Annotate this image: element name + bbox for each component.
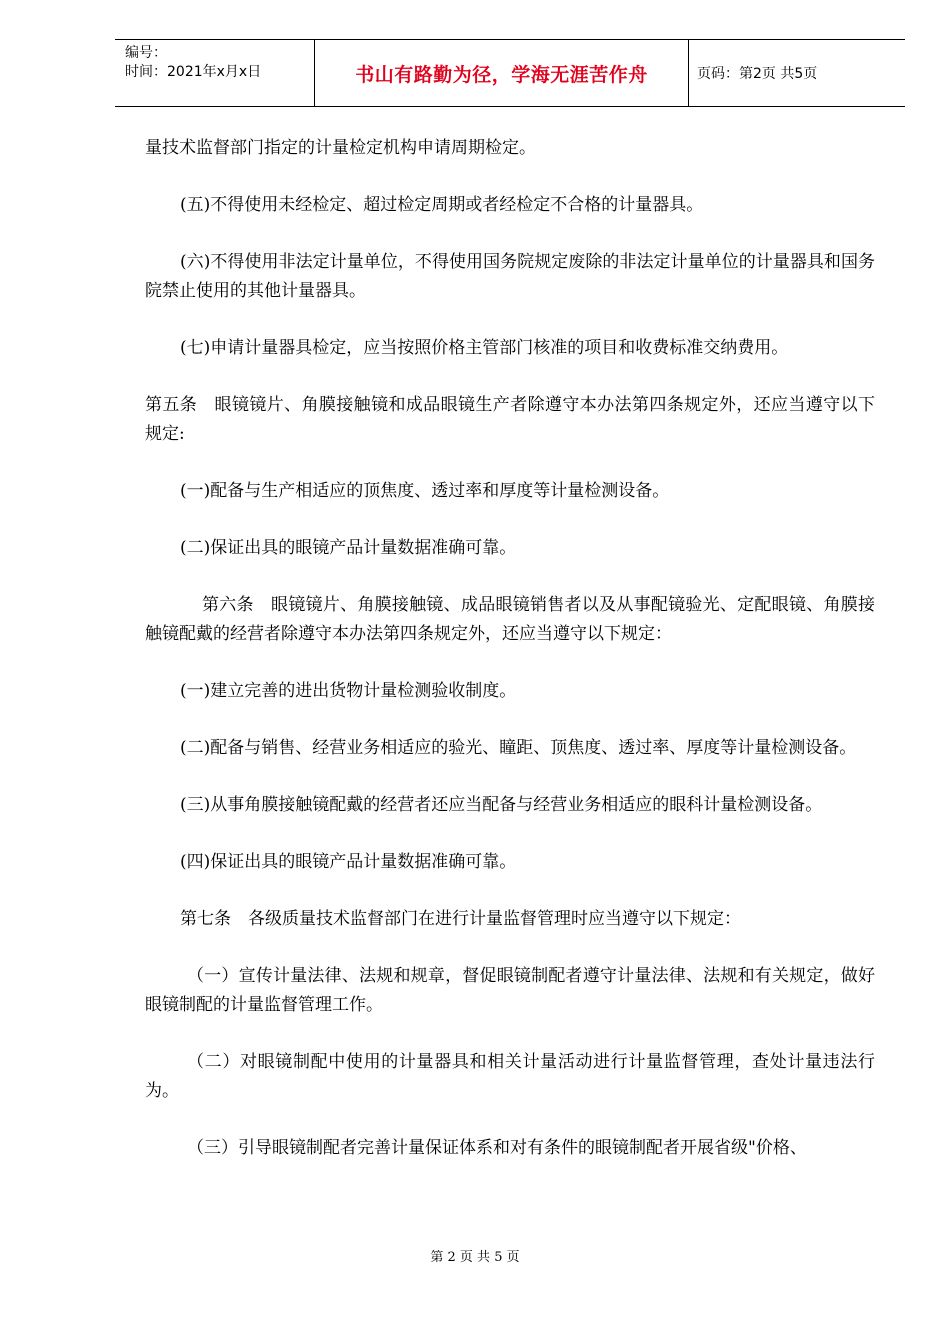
paragraph: (二)保证出具的眼镜产品计量数据准确可靠。	[180, 538, 517, 558]
code-label: 编号：	[125, 45, 167, 61]
paragraph: 量技术监督部门指定的计量检定机构申请周期检定。	[145, 138, 536, 158]
article-heading-5: 第五条 眼镜镜片、角膜接触镜和成品眼镜生产者除遵守本办法第四条规定外，还应当遵守以下规定:	[145, 395, 875, 444]
paragraph: （三）引导眼镜制配者完善计量保证体系和对有条件的眼镜制配者开展省级"价格、	[187, 1138, 807, 1158]
page-footer: 第 2 页 共 5 页	[430, 1250, 520, 1265]
time-label: 时间：2021年x月x日	[125, 64, 262, 80]
page-header	[115, 39, 905, 107]
paragraph: (一)建立完善的进出货物计量检测验收制度。	[180, 681, 517, 701]
paragraph: (五)不得使用未经检定、超过检定周期或者经检定不合格的计量器具。	[180, 195, 704, 215]
header-meta	[115, 40, 315, 106]
paragraph: (一)配备与生产相适应的顶焦度、透过率和厚度等计量检测设备。	[180, 481, 670, 501]
paragraph: （一）宣传计量法律、法规和规章，督促眼镜制配者遵守计量法律、法规和有关规定，做好眼镜制配的计量监督管理工作。	[145, 966, 875, 1015]
header-page-label: 页码：第2页 共5页	[697, 66, 818, 82]
article-heading-7: 第七条 各级质量技术监督部门在进行计量监督管理时应当遵守以下规定：	[180, 909, 741, 929]
document-body	[145, 134, 875, 1191]
article-heading-6: 第六条 眼镜镜片、角膜接触镜、成品眼镜销售者以及从事配镜验光、定配眼镜、角膜接触镜配戴的经营者除遵守本办法第四条规定外，还应当遵守以下规定：	[145, 595, 875, 644]
paragraph: (七)申请计量器具检定，应当按照价格主管部门核准的项目和收费标准交纳费用。	[180, 338, 789, 358]
paragraph: (二)配备与销售、经营业务相适应的验光、瞳距、顶焦度、透过率、厚度等计量检测设备。	[180, 738, 857, 758]
paragraph: (三)从事角膜接触镜配戴的经营者还应当配备与经营业务相适应的眼科计量检测设备。	[180, 795, 823, 815]
paragraph: （二）对眼镜制配中使用的计量器具和相关计量活动进行计量监督管理，查处计量违法行为。	[145, 1052, 875, 1101]
paragraph: (六)不得使用非法定计量单位，不得使用国务院规定废除的非法定计量单位的计量器具和国务院禁止使用的其他计量器具。	[145, 252, 875, 301]
paragraph: (四)保证出具的眼镜产品计量数据准确可靠。	[180, 852, 517, 872]
header-motto: 书山有路勤为径，学海无涯苦作舟	[315, 40, 689, 106]
